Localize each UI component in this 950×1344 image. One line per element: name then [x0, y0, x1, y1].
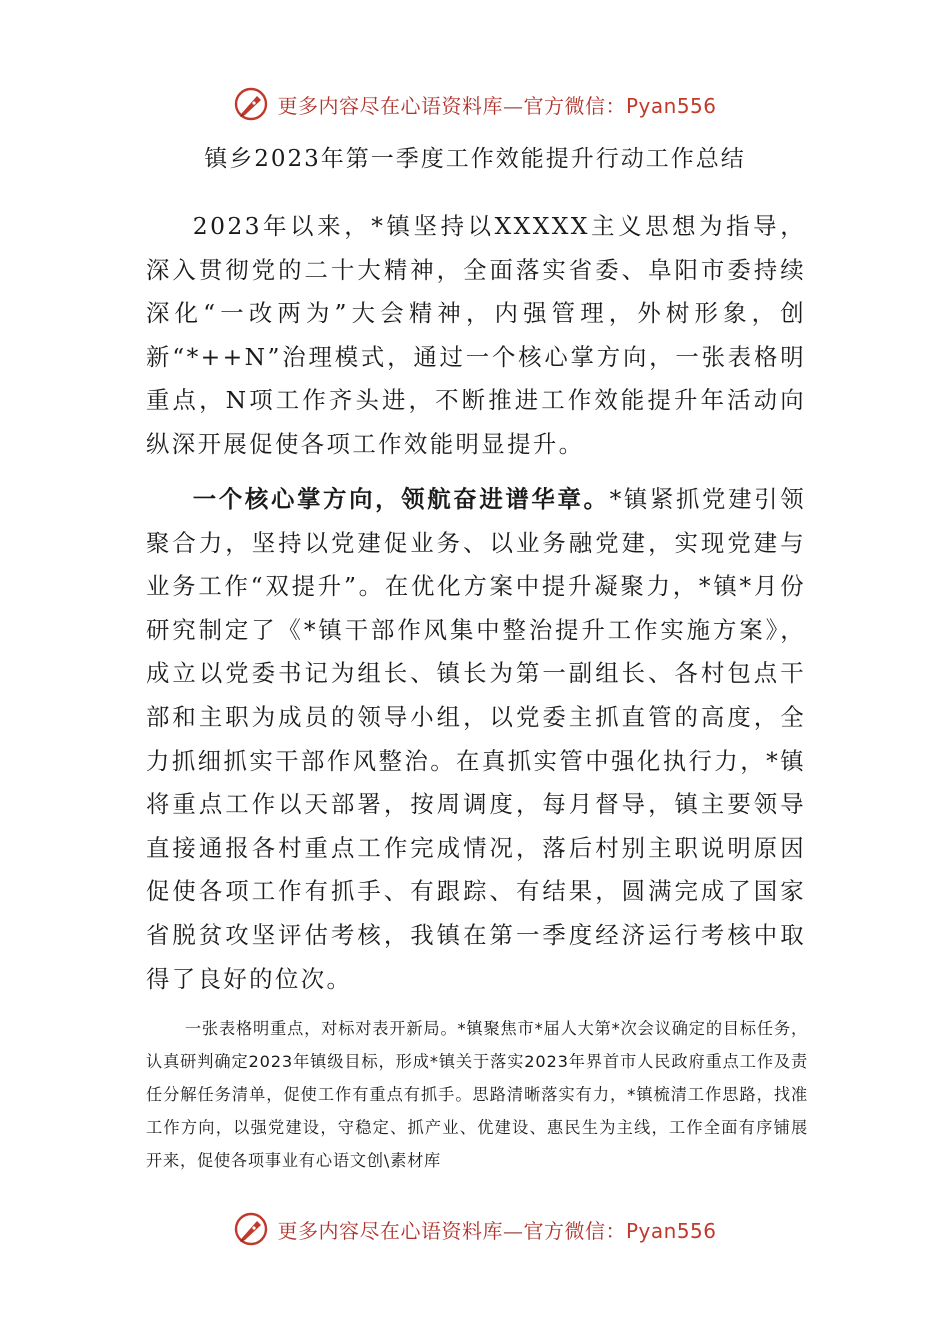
watermark-wechat-id: Pyan556: [625, 1218, 717, 1243]
paragraph-intro: 2023年以来，*镇坚持以XXXXX主义思想为指导，深入贯彻党的二十大精神，全面落实省委、阜阳市委持续深化“一改两为”大会精神，内强管理，外树形象，创新“*++N”治理模式，通过一个核心掌方向，一张表格明重点，N项工作齐头进，不断推进工作效能提升年活动向纵深开展促使各项工作效能明显提升。: [146, 212, 806, 458]
pen-nib-logo-icon: [233, 86, 269, 122]
paragraph-table-focus: 一张表格明重点，对标对表开新局。*镇聚焦市*届人大第*次会议确定的目标任务，认真研判确定2023年镇级目标，形成*镇关于落实2023年界首市人民政府重点工作及责任分解任务清单，促使工作有重点有抓手。思路清晰落实有力，*镇梳清工作思路，找准工作方向，以强党建设，守稳定、抓产业、优建设、惠民生为主线，工作全面有序铺展开来，促使各项事业有心语文创\素材库: [146, 1019, 808, 1170]
watermark-label: 官方微信：: [523, 1218, 626, 1243]
paragraph-lead-heading: 一个核心掌方向，领航奋进谱华章。: [192, 485, 610, 513]
watermark-separator: —: [502, 93, 524, 118]
watermark-separator: —: [502, 1218, 524, 1243]
watermark-label: 官方微信：: [523, 93, 626, 118]
document-title: 镇乡2023年第一季度工作效能提升行动工作总结: [204, 146, 746, 172]
watermark-text: [277, 90, 716, 119]
paragraph-body: *镇紧抓党建引领聚合力，坚持以党建促业务、以业务融党建，实现党建与业务工作“双提升”。在优化方案中提升凝聚力，*镇*月份研究制定了《*镇干部作风集中整治提升工作实施方案》，成立以党委书记为组长、镇长为第一副组长、各村包点干部和主职为成员的领导小组，以党委主抓直管的高度，全力抓细抓实干部作风整治。在真抓实管中强化执行力，*镇将重点工作以天部署，按周调度，每月督导，镇主要领导直接通报各村重点工作完成情况，落后村别主职说明原因促使各项工作有抓手、有跟踪、有结果，圆满完成了国家省脱贫攻坚评估考核，我镇在第一季度经济运行考核中取得了良好的位次。: [146, 485, 806, 993]
watermark-banner-bottom: [0, 1209, 950, 1249]
watermark-text: [277, 1215, 716, 1244]
watermark-banner-top: [0, 84, 950, 124]
watermark-slogan: 更多内容尽在心语资料库: [277, 93, 503, 118]
paragraph-core-direction: [146, 478, 806, 1001]
watermark-wechat-id: Pyan556: [625, 93, 717, 118]
watermark-slogan: 更多内容尽在心语资料库: [277, 1218, 503, 1243]
pen-nib-logo-icon: [233, 1211, 269, 1247]
